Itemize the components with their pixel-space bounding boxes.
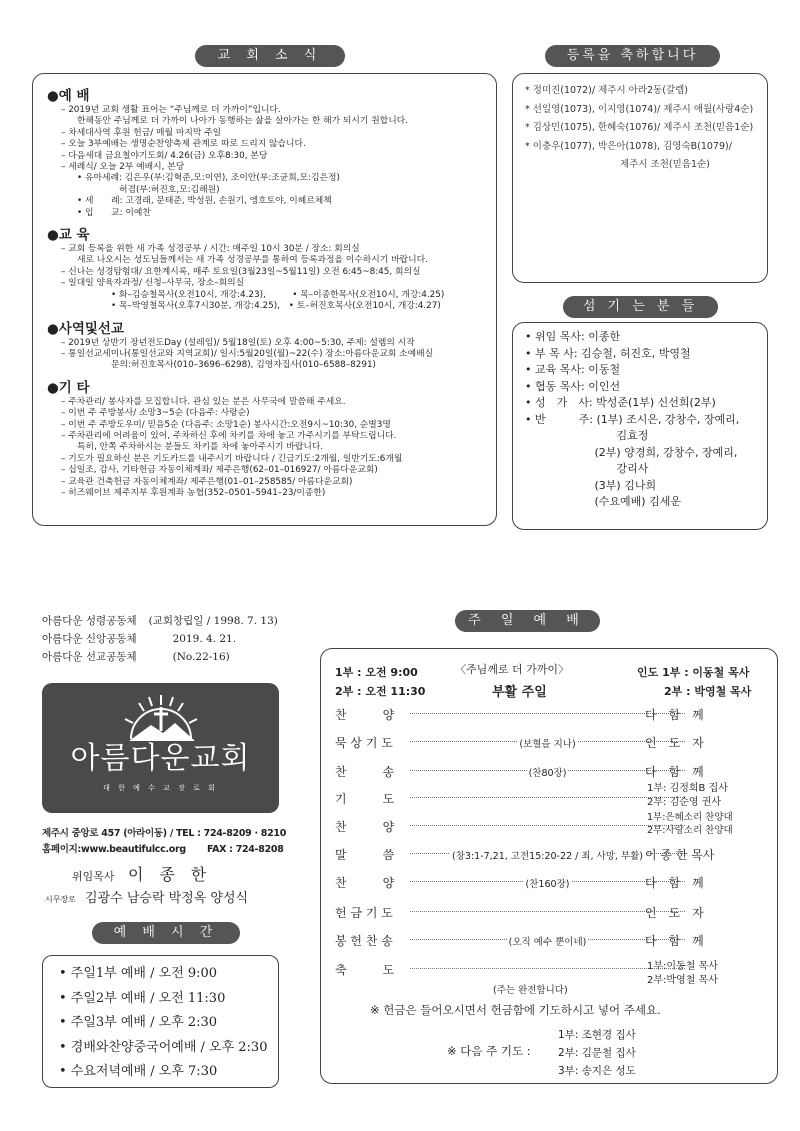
news-line: – 차세대사역 후원 헌금/ 매월 마지막 주일	[61, 127, 222, 138]
worship-item-detail-text: (찬80장)	[528, 768, 567, 779]
dotted-leader	[410, 797, 685, 798]
worship-row	[335, 874, 765, 894]
welcome-item: * 정미진(1072)/ 제주시 아라2동(갈렙)	[525, 85, 689, 96]
welcome-item: * 김상민(1075), 한혜숙(1076)/ 제주시 조천(믿음1순)	[525, 122, 754, 133]
news-line: • 유아세례: 김은우(부:김혁준,모:이연), 조이안(부:조균희,모:김은정)	[77, 173, 340, 184]
worship-row	[335, 706, 765, 726]
news-line: • 목–박영철목사(오후7시30분, 개강:4.25), • 토–허진호목사(오전10시, 개강:4.27)	[111, 301, 441, 312]
worship-item-detail	[410, 934, 685, 948]
news-line: – 히즈웨이브 제주지부 후원계좌 농협(352–0501–5941–23/이종한)	[61, 487, 326, 498]
news-line: – 교육관 건축헌금 자동이체계좌/ 제주은행(01–01–258585/ 아름다운교회)	[61, 476, 353, 487]
worship-item-label: 찬 양	[335, 708, 395, 722]
worship-item-leader: 다 함 께	[645, 765, 704, 779]
servant-line: (3부) 김나희	[525, 478, 657, 492]
info-founded: (교회창립일 / 1998. 7. 13)	[148, 615, 278, 627]
dotted-leader	[410, 968, 685, 969]
service-title: 주 일 예 배	[455, 610, 600, 632]
news-section-heading: ●교 육	[47, 227, 90, 244]
worship-item-label: 찬 송	[335, 765, 395, 779]
news-line: – 교회 등록을 위한 새 가족 성경공부 / 시간: 매주일 10시 30분 / 장소: 회의실	[61, 244, 360, 255]
servant-line: (2부) 양경희, 강창수, 장예리,	[525, 445, 738, 459]
worship-item-detail	[410, 876, 685, 890]
info-community-3: 아름다운 선교공동체	[42, 651, 137, 663]
prayer-1: 1부: 김정희B 집사	[647, 783, 728, 794]
news-line: – 주차관리에 어려움이 있어, 주차하신 후에 차키를 차에 놓고 가주시기를 부탁드립니다.	[61, 430, 397, 441]
info-community-2: 아름다운 신앙공동체	[42, 633, 137, 645]
next-prayer-label: ※ 다음 주 기도 :	[447, 1044, 531, 1058]
church-logo	[42, 683, 279, 813]
service-time-1: 1부 : 오전 9:00	[335, 666, 418, 679]
website: 홈페이지:www.beautifulcc.org	[42, 844, 186, 855]
news-section-heading: ●사역및선교	[47, 320, 124, 337]
worship-item-label: 기 도	[335, 792, 395, 806]
servant-line: • 성 가 사: 박성준(1부) 신선희(2부)	[525, 396, 716, 409]
elders-label: 시무장로	[45, 895, 76, 904]
address: 제주시 중앙로 457 (아라이동) / TEL : 724-8209 · 8210	[42, 828, 287, 839]
service-lead-1: 인도 1부 : 이동철 목사	[637, 666, 750, 679]
next-prayer-item: 2부: 김문철 집사	[558, 1047, 636, 1059]
servant-line: • 반 주: (1부) 조시은, 강창수, 장예리,	[525, 412, 740, 426]
fax: FAX : 724-8208	[207, 844, 284, 855]
news-line: – 이번 주 주방봉사/ 소망3~5순 (다음주: 사랑순)	[61, 408, 250, 419]
news-line: – 이번 주 주방도우미/ 믿음5순 (다음주: 소망1순) 봉사시간:오전9시~10:30, 순별3명	[61, 419, 391, 430]
schedule-list	[43, 962, 278, 1085]
news-line: – 오늘 3부예배는 생명순찬양축제 관계로 따로 드리지 않습니다.	[61, 139, 306, 150]
news-line: – 2019년 상반기 장년전도Day (설레임)/ 5월18일(토) 오후 4:00~5:30, 주제: 설렘의 시작	[61, 337, 415, 348]
worship-item-detail-text: (보혈을 지나)	[519, 739, 576, 750]
news-line: – 통일선교세미나(통일선교와 지역교회)/ 일시:5월20일(월)~22(수) 장소:아름다운교회 소예배실	[61, 348, 434, 359]
news-line: – 2019년 교회 생활 표어는 “주님께로 더 가까이”입니다.	[61, 105, 281, 115]
info-community-1: 아름다운 성령공동체	[42, 615, 137, 627]
dotted-leader	[410, 713, 685, 714]
news-section-heading: ●기 타	[47, 379, 90, 396]
servant-line: (수요예배) 김세운	[525, 495, 681, 508]
news-line: – 기도가 필요하신 분은 기도카드를 내주시기 바랍니다 / 긴급기도:2개월, 일반기도:6개월	[61, 453, 403, 464]
welcome-item: * 이충우(1077), 박은아(1078), 김영숙B(1079)/	[525, 140, 732, 152]
elders-line	[45, 887, 248, 906]
news-line: • 입 교: 이예찬	[77, 207, 151, 218]
news-line: – 세례식/ 오늘 2부 예배시, 본당	[61, 162, 185, 173]
worship-item-label: 찬 양	[335, 876, 395, 890]
worship-item-detail	[410, 848, 685, 862]
service-lead-2: 2부 : 박영철 목사	[664, 685, 752, 698]
prayer-2: 2부: 김순영 권사	[647, 797, 722, 808]
servant-line: • 협동 목사: 이인선	[525, 379, 621, 393]
schedule-item: • 주일1부 예배 / 오전 9:00	[59, 966, 218, 981]
logo-subtitle: 대 한 예 수 교 장 로 회	[103, 784, 218, 792]
info-issue-no: (No.22-16)	[172, 651, 230, 663]
choir-1: 1부:은혜소리 찬양대	[647, 812, 733, 823]
servant-line: • 부 목 사: 김승철, 허진호, 박영철	[525, 346, 691, 360]
next-prayer-item: 3부: 송지은 성도	[558, 1065, 636, 1077]
news-line: – 다음세대 금요철야기도회/ 4.26(금) 오후8:30, 본당	[61, 150, 268, 161]
worship-row	[335, 846, 765, 866]
welcome-title: 등록을 축하합니다	[545, 45, 720, 67]
pastor-line	[72, 862, 206, 885]
news-line: 허겸(부:허진호,모:김해원)	[119, 184, 220, 195]
welcome-item: * 선일영(1073), 이지영(1074)/ 제주시 애월(사랑4순)	[525, 103, 754, 115]
worship-row	[335, 734, 765, 754]
logo-name: 아름다운교회	[70, 741, 251, 776]
schedule-box	[42, 955, 279, 1088]
worship-item-detail-text: (오직 예수 뿐이네)	[508, 937, 587, 948]
news-line: – 일대일 양육자과정/ 신청–사무국, 장소–회의실	[61, 278, 245, 289]
next-prayer-item: 1부: 조현경 집사	[558, 1029, 636, 1041]
cross-mountain-icon	[111, 691, 211, 743]
news-body	[47, 84, 486, 499]
servant-line: • 위임 목사: 이종한	[525, 330, 621, 343]
schedule-item: • 주일2부 예배 / 오전 11:30	[59, 990, 226, 1006]
worship-item-label: 봉 헌 찬 송	[335, 934, 393, 948]
worship-item-label: 묵 상 기 도	[335, 736, 393, 750]
news-line: • 화–김승철목사(오전10시, 개강:4.23), • 목–이종한목사(오전10시, 개강:4.25)	[111, 289, 445, 300]
worship-row	[335, 932, 765, 952]
worship-item-leader: 다 함 께	[645, 876, 704, 890]
worship-item-leader: 인 도 자	[645, 736, 704, 750]
news-line: 특히, 안쪽 주차하시는 분들도 차키를 차에 놓아주시기 바랍니다.	[77, 442, 324, 453]
benediction-2: 2부:박영철 목사	[647, 975, 718, 986]
news-box	[32, 73, 497, 526]
news-line: – 십일조, 감사, 기타헌금 자동이체계좌/ 제주은행(62–01–016927/ 아름다운교회)	[61, 465, 378, 476]
news-line: – 신나는 성경탐험대/ 요한계시록, 매주 토요일(3월23일~5월11일) 오전 6:45~8:45, 회의실	[61, 266, 421, 277]
benediction-1: 1부:이동철 목사	[647, 961, 718, 972]
schedule-item: • 수요저녁예배 / 오후 7:30	[59, 1064, 218, 1079]
news-line: 새로 나오시는 성도님들께서는 새 가족 성경공부를 통하여 등록과정을 이수하시기 바랍니다.	[77, 255, 428, 266]
news-section-heading: ●예 배	[47, 88, 90, 104]
servant-line: • 교육 목사: 이동철	[525, 363, 621, 376]
servant-line: 강리사	[525, 462, 649, 475]
servant-line: 김효정	[525, 429, 649, 442]
contact-info	[42, 826, 287, 858]
next-prayer-list	[558, 1026, 636, 1080]
choir-2: 2부:사랑소리 찬양대	[647, 825, 733, 836]
schedule-item: • 주일3부 예배 / 오후 2:30	[59, 1015, 218, 1030]
welcome-list	[525, 82, 759, 175]
news-line: • 세 례: 고경래, 문태준, 박성원, 손원기, 엥흐토야, 이혜르체첵	[77, 196, 332, 207]
dotted-leader	[410, 911, 685, 912]
offering-note: ※ 헌금은 들어오시면서 헌금함에 기도하시고 넣어 주세요.	[370, 1003, 661, 1017]
service-time-2: 2부 : 오전 11:30	[335, 685, 426, 698]
schedule-title: 예 배 시 간	[92, 922, 240, 944]
service-motto: 〈주님께로 더 가까이〉	[455, 663, 570, 676]
worship-item-label: 말 씀	[335, 848, 395, 862]
welcome-item: 제주시 조천(믿음1순)	[525, 159, 710, 170]
news-line: 한해동안 주님께로 더 가까이 나아가 동행하는 삶을 살아가는 한 해가 되시기 원합니다.	[77, 116, 408, 127]
news-title: 교 회 소 식	[195, 45, 345, 67]
servants-title: 섬 기 는 분 들	[563, 296, 718, 318]
worship-item-leader: 이 종 한 목사	[645, 848, 715, 862]
pastor-label: 위임목사	[72, 870, 115, 883]
schedule-item: • 경배와찬양중국어예배 / 오후 2:30	[59, 1039, 268, 1055]
info-date: 2019. 4. 21.	[172, 633, 237, 645]
worship-row	[335, 904, 765, 924]
worship-item-detail-text: (창3:1-7,21, 고전15:20-22 / 죄, 사망, 부활)	[452, 851, 643, 862]
blessing-note: (주는 완전합니다)	[493, 985, 568, 996]
church-info	[42, 612, 278, 666]
service-day: 부활 주일	[492, 685, 547, 700]
servants-box	[512, 322, 768, 530]
worship-item-label: 헌 금 기 도	[335, 906, 393, 920]
dotted-leader	[410, 825, 685, 826]
worship-item-label: 찬 양	[335, 820, 395, 834]
news-line: – 주차관리/ 봉사자를 모집합니다. 관심 있는 분은 사무국에 말씀해 주세요.	[61, 396, 346, 407]
worship-item-label: 축 도	[335, 963, 395, 977]
worship-item-detail	[410, 765, 685, 779]
news-line: 문의:허진호목사(010–3696–6298), 김영자집사(010–6588–8291)	[111, 360, 376, 371]
elders-names: 김광수 남승락 박정옥 양성식	[85, 891, 249, 906]
worship-item-leader: 다 함 께	[645, 934, 704, 948]
worship-item-leader: 다 함 께	[645, 708, 704, 722]
worship-item-detail	[410, 736, 685, 750]
worship-item-detail-text: (찬160장)	[525, 879, 570, 890]
pastor-name: 이 종 한	[128, 865, 207, 884]
welcome-box	[512, 73, 768, 283]
worship-item-leader: 인 도 자	[645, 906, 704, 920]
servants-list	[525, 329, 761, 511]
